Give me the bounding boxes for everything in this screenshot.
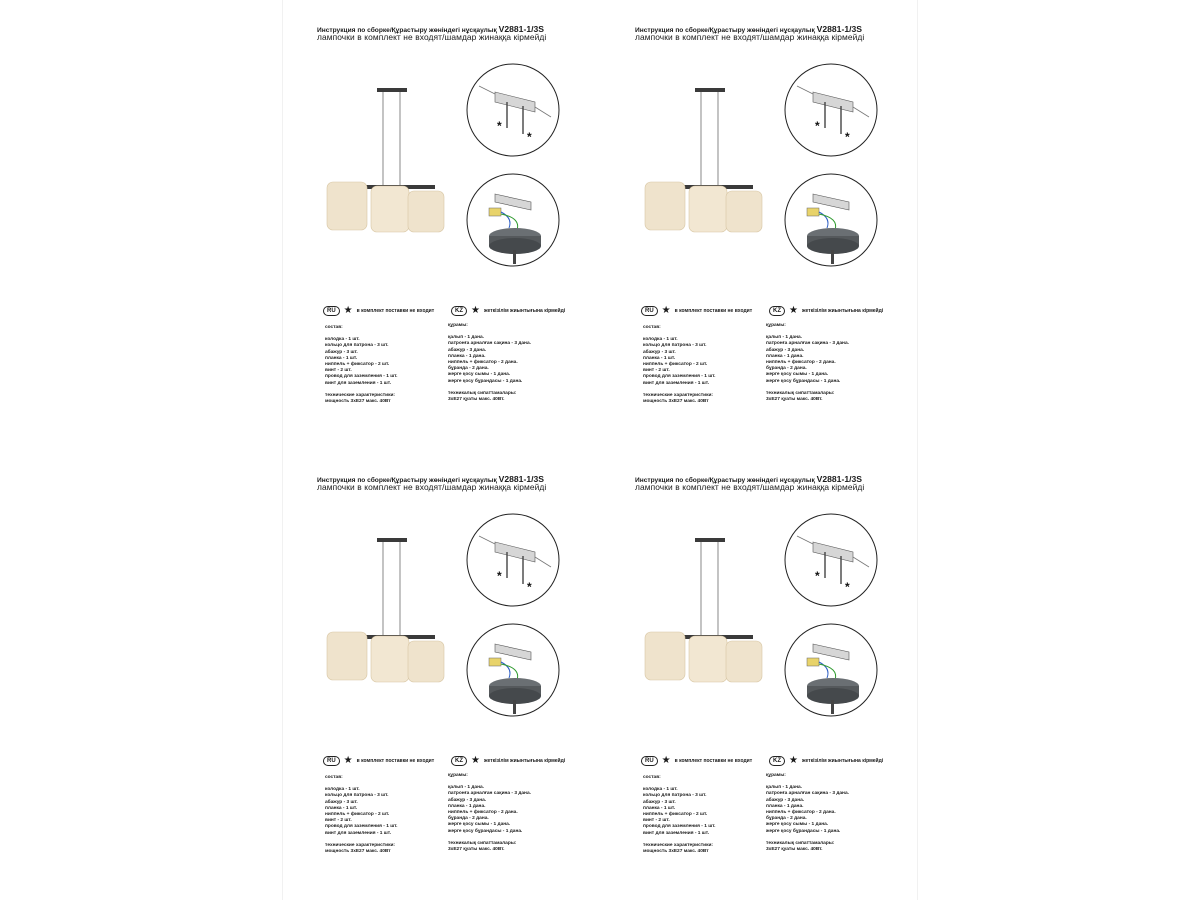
svg-text:*: * — [497, 569, 502, 583]
ru-contents-column — [643, 325, 715, 405]
ru-language-badge: RU — [641, 756, 658, 766]
instruction-title: Инструкция по сборке/Құрастыру жөніндегі нұсқаулық V2881-1/3S — [317, 474, 544, 484]
kz-contents-list — [448, 785, 531, 835]
kz-contents-column — [448, 773, 531, 853]
ru-language-badge: RU — [323, 306, 340, 316]
wiring-canopy-detail-icon — [783, 172, 879, 268]
list-item: патронға арналған сақина - 3 дана. — [448, 341, 531, 347]
list-item: бұранда - 2 дана. — [448, 366, 489, 372]
ru-specs-value: мощность 3хE27 макс. 40Вт — [643, 399, 709, 405]
list-item: жерге қосу бұрандасы - 1 дана. — [448, 828, 523, 834]
star-icon: ★ — [789, 305, 798, 316]
list-item: провод для заземления - 1 шт. — [643, 374, 716, 380]
svg-text:*: * — [815, 119, 820, 133]
list-item: колодка - 1 шт. — [325, 787, 360, 793]
ru-contents-list — [325, 787, 397, 837]
model-number: V2881-1/3S — [816, 474, 862, 484]
list-item: колодка - 1 шт. — [643, 337, 678, 343]
star-icon: ★ — [789, 755, 798, 766]
star-icon: ★ — [471, 305, 480, 316]
instruction-sheet-bottom-left — [295, 450, 615, 898]
list-item: абажур - 3 шт. — [643, 349, 676, 355]
ru-specs-value: мощность 3хE27 макс. 40Вт — [325, 849, 391, 855]
list-item: жерге қосу бұрандасы - 1 дана. — [766, 828, 841, 834]
ru-contents-heading: состав: — [643, 325, 661, 330]
list-item: қалып - 1 дана. — [448, 335, 484, 341]
kz-contents-column — [766, 323, 849, 403]
bulbs-not-included-note: лампочки в комплект не входят/шамдар жинаққа кірмейді — [635, 32, 865, 42]
kz-specs-value: 3хE27 қуаты макс. 40Вт. — [448, 847, 505, 853]
mounting-plate-detail-icon — [783, 512, 879, 608]
mounting-plate-detail-icon — [465, 512, 561, 608]
model-number: V2881-1/3S — [498, 474, 544, 484]
svg-text:*: * — [845, 580, 850, 594]
ru-language-badge: RU — [641, 306, 658, 316]
instruction-sheet-top-right — [613, 0, 933, 448]
star-icon: ★ — [343, 755, 353, 766]
kz-specs-heading: техникалық сипаттамалары: — [766, 390, 835, 396]
svg-text:*: * — [497, 119, 502, 133]
list-item: кольцо для патрона - 3 шт. — [643, 793, 707, 799]
list-item: абажур - 3 шт. — [643, 799, 676, 805]
wiring-canopy-detail-icon — [783, 622, 879, 718]
list-item: абажур - 3 шт. — [325, 349, 358, 355]
list-item: планка - 1 шт. — [325, 355, 358, 361]
kz-contents-heading: құрамы: — [766, 323, 786, 328]
ru-specs-heading: технические характеристики: — [643, 392, 714, 398]
instruction-sheet-top-left — [295, 0, 615, 448]
list-item: жерге қосу сымы - 1 дана. — [448, 822, 511, 828]
kz-specs-heading: техникалық сипаттамалары: — [766, 840, 835, 846]
list-item: абажур - 3 дана. — [448, 797, 487, 803]
svg-text:*: * — [527, 580, 532, 594]
kz-contents-column — [448, 323, 531, 403]
list-item: жерге қосу бұрандасы - 1 дана. — [766, 378, 841, 384]
list-item: қалып - 1 дана. — [766, 785, 802, 791]
list-item: планка - 1 шт. — [643, 805, 676, 811]
ru-language-badge: RU — [323, 756, 340, 766]
ru-not-included-legend: RU ★ в комплект поставки не входит — [323, 305, 434, 317]
list-item: планка - 1 дана. — [448, 803, 486, 809]
list-item: винт для заземления - 1 шт. — [643, 830, 710, 836]
instruction-title: Инструкция по сборке/Құрастыру жөніндегі нұсқаулық V2881-1/3S — [635, 24, 862, 34]
kz-not-included-legend: KZ ★ жеткізілім жиынтығына кірмейді — [769, 305, 883, 317]
kz-specs-heading: техникалық сипаттамалары: — [448, 390, 517, 396]
star-icon: ★ — [661, 755, 671, 766]
list-item: провод для заземления - 1 шт. — [643, 824, 716, 830]
ru-specs-value: мощность 3хE27 макс. 40Вт — [643, 849, 709, 855]
chandelier-illustration — [325, 530, 450, 688]
list-item: колодка - 1 шт. — [643, 787, 678, 793]
list-item: провод для заземления - 1 шт. — [325, 824, 398, 830]
ru-contents-column — [325, 325, 397, 405]
list-item: ниппель + фиксатор - 2 шт. — [325, 362, 390, 368]
list-item: ниппель + фиксатор - 2 дана. — [766, 360, 836, 366]
ru-not-included-legend: RU ★ в комплект поставки не входит — [323, 755, 434, 767]
ru-specs-heading: технические характеристики: — [325, 392, 396, 398]
kz-not-included-legend: KZ ★ жеткізілім жиынтығына кірмейді — [451, 305, 565, 317]
ru-contents-column — [643, 775, 715, 855]
list-item: кольцо для патрона - 3 шт. — [325, 343, 389, 349]
kz-contents-list — [766, 785, 849, 835]
svg-text:*: * — [845, 130, 850, 144]
list-item: бұранда - 2 дана. — [766, 366, 807, 372]
list-item: абажур - 3 дана. — [766, 347, 805, 353]
list-item: винт - 2 шт. — [325, 368, 352, 374]
list-item: винт - 2 шт. — [643, 818, 670, 824]
list-item: планка - 1 дана. — [448, 353, 486, 359]
wiring-canopy-detail-icon — [465, 622, 561, 718]
star-icon: ★ — [471, 755, 480, 766]
list-item: планка - 1 шт. — [643, 355, 676, 361]
wiring-canopy-detail-icon — [465, 172, 561, 268]
ru-specs-heading: технические характеристики: — [325, 842, 396, 848]
list-item: ниппель + фиксатор - 2 дана. — [448, 360, 518, 366]
kz-not-included-legend: KZ ★ жеткізілім жиынтығына кірмейді — [769, 755, 883, 767]
kz-contents-heading: құрамы: — [766, 773, 786, 778]
kz-contents-heading: құрамы: — [448, 773, 468, 778]
list-item: патронға арналған сақина - 3 дана. — [448, 791, 531, 797]
ru-specs-heading: технические характеристики: — [643, 842, 714, 848]
star-icon: ★ — [661, 305, 671, 316]
list-item: абажур - 3 шт. — [325, 799, 358, 805]
list-item: винт - 2 шт. — [643, 368, 670, 374]
kz-not-included-legend: KZ ★ жеткізілім жиынтығына кірмейді — [451, 755, 565, 767]
chandelier-illustration — [325, 80, 450, 238]
svg-text:*: * — [527, 130, 532, 144]
star-icon: ★ — [343, 305, 353, 316]
list-item: абажур - 3 дана. — [766, 797, 805, 803]
bulbs-not-included-note: лампочки в комплект не входят/шамдар жинаққа кірмейді — [635, 482, 865, 492]
list-item: патронға арналған сақина - 3 дана. — [766, 791, 849, 797]
kz-contents-heading: құрамы: — [448, 323, 468, 328]
kz-language-badge: KZ — [769, 756, 785, 766]
list-item: винт для заземления - 1 шт. — [325, 830, 392, 836]
ru-contents-list — [643, 787, 715, 837]
ru-specs-value: мощность 3хE27 макс. 40Вт — [325, 399, 391, 405]
bulbs-not-included-note: лампочки в комплект не входят/шамдар жинаққа кірмейді — [317, 32, 547, 42]
bulbs-not-included-note: лампочки в комплект не входят/шамдар жинаққа кірмейді — [317, 482, 547, 492]
list-item: ниппель + фиксатор - 2 шт. — [643, 362, 708, 368]
list-item: планка - 1 дана. — [766, 803, 804, 809]
list-item: абажур - 3 дана. — [448, 347, 487, 353]
ru-contents-heading: состав: — [325, 325, 343, 330]
list-item: колодка - 1 шт. — [325, 337, 360, 343]
list-item: бұранда - 2 дана. — [766, 816, 807, 822]
list-item: провод для заземления - 1 шт. — [325, 374, 398, 380]
list-item: жерге қосу сымы - 1 дана. — [766, 372, 829, 378]
model-number: V2881-1/3S — [816, 24, 862, 34]
ru-not-included-legend: RU ★ в комплект поставки не входит — [641, 305, 752, 317]
list-item: кольцо для патрона - 3 шт. — [325, 793, 389, 799]
kz-contents-list — [448, 335, 531, 385]
kz-contents-list — [766, 335, 849, 385]
list-item: винт для заземления - 1 шт. — [643, 380, 710, 386]
chandelier-illustration — [643, 530, 768, 688]
kz-language-badge: KZ — [451, 756, 467, 766]
kz-language-badge: KZ — [451, 306, 467, 316]
ru-contents-heading: состав: — [643, 775, 661, 780]
instruction-title: Инструкция по сборке/Құрастыру жөніндегі нұсқаулық V2881-1/3S — [317, 24, 544, 34]
ru-contents-column — [325, 775, 397, 855]
list-item: планка - 1 шт. — [325, 805, 358, 811]
list-item: жерге қосу бұрандасы - 1 дана. — [448, 378, 523, 384]
ru-contents-heading: состав: — [325, 775, 343, 780]
list-item: жерге қосу сымы - 1 дана. — [766, 822, 829, 828]
instruction-sheet-bottom-right — [613, 450, 933, 898]
kz-contents-column — [766, 773, 849, 853]
model-number: V2881-1/3S — [498, 24, 544, 34]
list-item: ниппель + фиксатор - 2 шт. — [325, 812, 390, 818]
list-item: винт для заземления - 1 шт. — [325, 380, 392, 386]
ru-contents-list — [325, 337, 397, 387]
list-item: планка - 1 дана. — [766, 353, 804, 359]
list-item: қалып - 1 дана. — [448, 785, 484, 791]
svg-text:*: * — [815, 569, 820, 583]
ru-contents-list — [643, 337, 715, 387]
list-item: қалып - 1 дана. — [766, 335, 802, 341]
kz-language-badge: KZ — [769, 306, 785, 316]
list-item: бұранда - 2 дана. — [448, 816, 489, 822]
list-item: ниппель + фиксатор - 2 шт. — [643, 812, 708, 818]
kz-specs-value: 3хE27 қуаты макс. 40Вт. — [766, 397, 823, 403]
instruction-title: Инструкция по сборке/Құрастыру жөніндегі нұсқаулық V2881-1/3S — [635, 474, 862, 484]
kz-specs-value: 3хE27 қуаты макс. 40Вт. — [448, 397, 505, 403]
mounting-plate-detail-icon — [465, 62, 561, 158]
kz-specs-heading: техникалық сипаттамалары: — [448, 840, 517, 846]
list-item: ниппель + фиксатор - 2 дана. — [448, 810, 518, 816]
kz-specs-value: 3хE27 қуаты макс. 40Вт. — [766, 847, 823, 853]
mounting-plate-detail-icon — [783, 62, 879, 158]
list-item: кольцо для патрона - 3 шт. — [643, 343, 707, 349]
list-item: винт - 2 шт. — [325, 818, 352, 824]
list-item: ниппель + фиксатор - 2 дана. — [766, 810, 836, 816]
list-item: патронға арналған сақина - 3 дана. — [766, 341, 849, 347]
ru-not-included-legend: RU ★ в комплект поставки не входит — [641, 755, 752, 767]
list-item: жерге қосу сымы - 1 дана. — [448, 372, 511, 378]
chandelier-illustration — [643, 80, 768, 238]
